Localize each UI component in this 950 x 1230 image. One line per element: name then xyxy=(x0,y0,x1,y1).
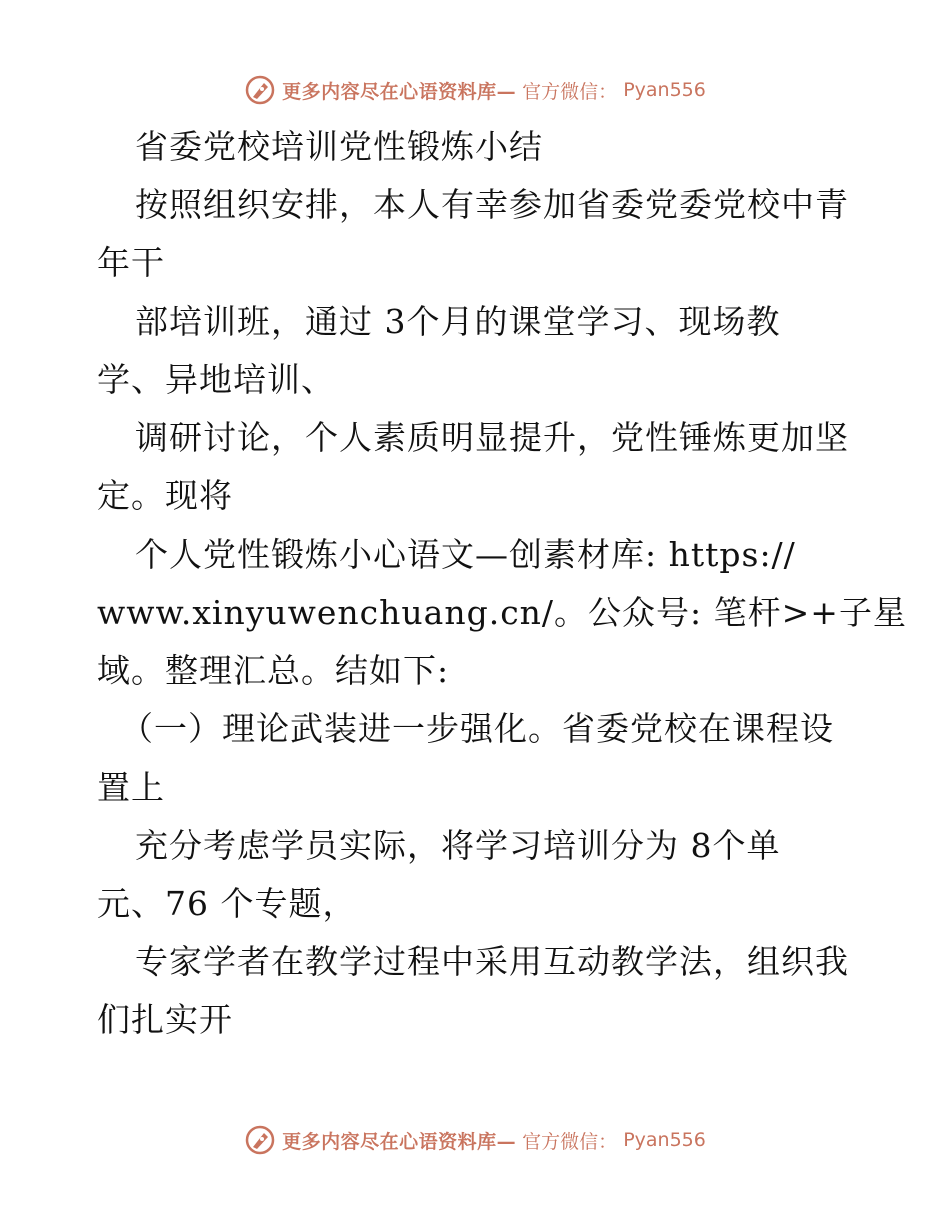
watermark-wechat-id: Pyan556 xyxy=(623,1129,706,1151)
watermark-wechat-label: 官方微信： xyxy=(522,80,618,103)
paragraph-line: 们扎实开 xyxy=(97,1000,233,1039)
paragraph-line: 充分考虑学员实际，将学习培训分为 8个单 xyxy=(135,826,781,865)
paragraph-line: 学、异地培训、 xyxy=(97,360,335,399)
paragraph-line: 调研讨论，个人素质明显提升，党性锤炼更加坚 xyxy=(135,418,849,457)
paragraph-line: 定。现将 xyxy=(97,476,233,515)
watermark-wechat-id: Pyan556 xyxy=(623,79,706,101)
watermark-wechat-label: 官方微信： xyxy=(522,1130,618,1153)
paragraph-line: www.xinyuwenchuang.cn/。公众号: 笔杆>+子星 xyxy=(97,593,907,632)
paragraph-line: 年干 xyxy=(97,243,165,282)
paragraph-line: 部培训班，通过 3个月的课堂学习、现场教 xyxy=(135,302,781,341)
paragraph-line: 个人党性锻炼小心语文—创素材库: https:// xyxy=(135,535,796,574)
paragraph-line: 置上 xyxy=(97,768,165,807)
header-watermark xyxy=(0,70,950,110)
paragraph-line: （一）理论武装进一步强化。省委党校在课程设 xyxy=(120,709,834,748)
footer-watermark xyxy=(0,1120,950,1160)
pen-nib-logo-icon xyxy=(244,1124,276,1156)
paragraph-line: 域。整理汇总。结如下: xyxy=(97,651,450,690)
pen-nib-logo-icon xyxy=(244,74,276,106)
paragraph-line: 按照组织安排，本人有幸参加省委党委党校中青 xyxy=(135,185,849,224)
watermark-text: 更多内容尽在心语资料库— xyxy=(282,1130,517,1153)
paragraph-line: 元、76 个专题， xyxy=(97,884,357,923)
paragraph-line: 专家学者在教学过程中采用互动教学法，组织我 xyxy=(135,942,849,981)
document-title: 省委党校培训党性锻炼小结 xyxy=(135,127,543,166)
watermark-text: 更多内容尽在心语资料库— xyxy=(282,80,517,103)
